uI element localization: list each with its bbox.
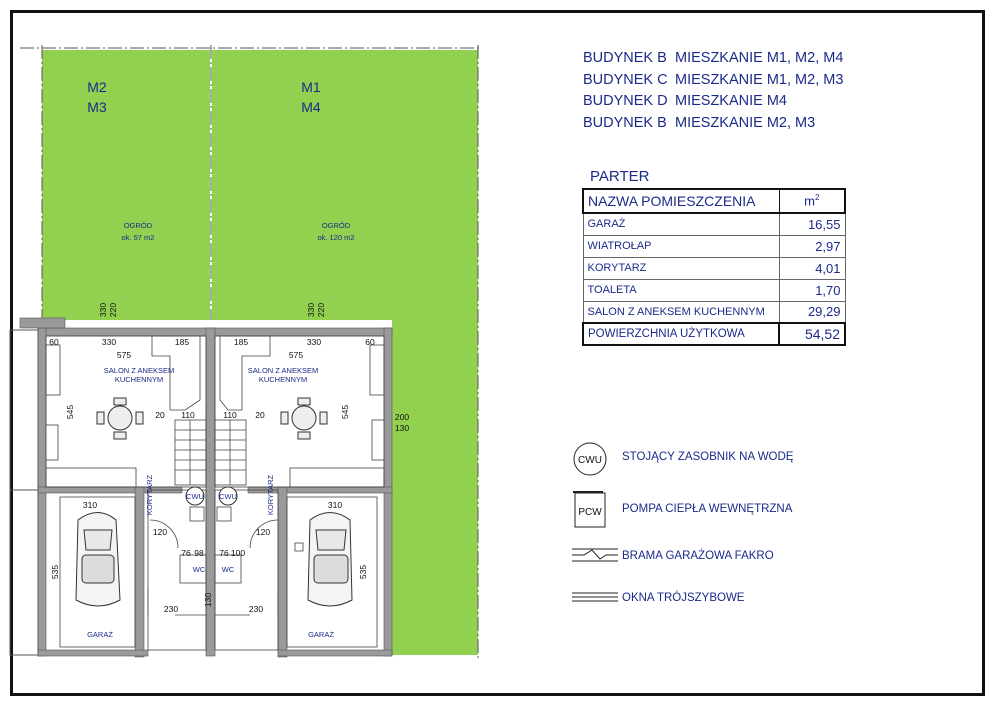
- room-name: SALON Z ANEKSEM KUCHENNYM: [583, 301, 779, 323]
- dim-20-left: 20: [155, 410, 165, 420]
- dim-220-left-vertical: 220: [108, 302, 118, 318]
- wc-left-label: WC: [192, 565, 206, 574]
- legend-text-garage-door: BRAMA GARAŻOWA FAKRO: [622, 550, 774, 562]
- dim-200: 200: [394, 412, 410, 422]
- room-area: 29,29: [779, 301, 845, 323]
- building-name: BUDYNEK D: [583, 93, 668, 109]
- dim-545-left: 545: [65, 404, 75, 420]
- garden-right-label: OGRÓD: [321, 221, 351, 230]
- dim-330-right-vertical: 330: [306, 302, 316, 318]
- dim-575-right: 575: [288, 350, 304, 360]
- dim-60-left: 60: [49, 337, 59, 347]
- garden-area-left: [42, 50, 210, 320]
- room-area: 1,70: [779, 279, 845, 301]
- dim-110-right: 110: [223, 410, 237, 420]
- building-row: [583, 70, 843, 92]
- table-row: [583, 279, 845, 301]
- building-name: BUDYNEK B: [583, 114, 667, 131]
- car-icon-left: [76, 513, 120, 607]
- table-header-row: [583, 189, 845, 213]
- total-label: POWIERZCHNIA UŻYTKOWA: [583, 323, 779, 345]
- table-row: [583, 257, 845, 279]
- garden-right-area: ok. 120 m2: [317, 233, 355, 242]
- dim-185-left: 185: [174, 337, 190, 347]
- building-apartments: MIESZKANIE M2, M3: [675, 114, 816, 131]
- header-unit: [779, 189, 845, 213]
- legend-symbol-pcw: PCW: [578, 507, 602, 518]
- dim-185-right: 185: [233, 337, 249, 347]
- dim-310-left: 310: [82, 500, 98, 510]
- dim-130: 130: [394, 423, 410, 433]
- square-icon: [570, 490, 614, 534]
- corridor-left-label: KORYTARZ: [145, 474, 154, 516]
- garden-left-unit-b: M3: [87, 99, 107, 115]
- legend-text-cwu: STOJĄCY ZASOBNIK NA WODĘ: [622, 451, 794, 463]
- legend-symbol-cwu: CWU: [578, 455, 602, 466]
- dim-76-left: 76: [181, 548, 191, 558]
- car-icon-right: [308, 513, 352, 607]
- garden-left-area: ok. 57 m2: [121, 233, 155, 242]
- header-room-name: NAZWA POMIESZCZENIA: [583, 189, 779, 213]
- garden-right-unit-a: M1: [301, 79, 321, 95]
- building-name: BUDYNEK C: [583, 71, 668, 88]
- dim-330-left: 330: [101, 337, 117, 347]
- cwu-right-label: CWU: [219, 492, 237, 501]
- garden-area-right: [212, 50, 478, 320]
- header-unit-sup: 2: [814, 193, 820, 203]
- salon-left-label-1: SALON Z ANEKSEM: [103, 366, 175, 375]
- legend-text-pcw: POMPA CIEPŁA WEWNĘTRZNA: [622, 503, 793, 515]
- dim-330-right: 330: [306, 337, 322, 347]
- cwu-left-label: CWU: [186, 492, 204, 501]
- legend-text-window: OKNA TRÓJSZYBOWE: [622, 592, 745, 604]
- dining-table-left-icon: [97, 398, 143, 439]
- table-total-row: [583, 323, 845, 345]
- building-apartments: MIESZKANIE M4: [675, 93, 787, 109]
- garden-left-unit-a: M2: [87, 79, 107, 95]
- building-row: [583, 48, 843, 70]
- garage-left-label: GARAŻ: [87, 630, 113, 639]
- dim-535-left: 535: [50, 564, 60, 580]
- room-name: TOALETA: [583, 279, 779, 301]
- building-list: [583, 48, 843, 134]
- room-area: 16,55: [779, 213, 845, 235]
- dim-545-right: 545: [340, 404, 350, 420]
- floor-title: PARTER: [590, 168, 650, 185]
- room-name: WIATROŁAP: [583, 235, 779, 257]
- total-area: 54,52: [779, 323, 845, 345]
- building-name: BUDYNEK B: [583, 50, 667, 66]
- dining-table-right-icon: [281, 398, 327, 439]
- building-row: [583, 113, 843, 135]
- building-row: [583, 91, 843, 113]
- table-row: [583, 301, 845, 323]
- dim-120-left: 120: [152, 527, 168, 537]
- salon-right-label-1: SALON Z ANEKSEM: [247, 366, 319, 375]
- dim-575-left: 575: [116, 350, 132, 360]
- garage-right-label: GARAŻ: [308, 630, 334, 639]
- garden-right-unit-b: M4: [301, 99, 321, 115]
- salon-right-label-2: KUCHENNYM: [258, 375, 308, 384]
- dim-60-right: 60: [365, 337, 375, 347]
- dim-230-left: 230: [163, 604, 179, 614]
- header-unit-base: m: [804, 193, 815, 209]
- garden-strip-right: [392, 320, 478, 655]
- garage-door-icon: [570, 545, 620, 565]
- circle-icon: [570, 438, 614, 482]
- dim-220-right-vertical: 220: [316, 302, 326, 318]
- room-area-table: [582, 188, 846, 346]
- room-name: GARAŻ: [583, 213, 779, 235]
- salon-left-label-2: KUCHENNYM: [114, 375, 164, 384]
- dim-330-left-vertical: 330: [98, 302, 108, 318]
- building-apartments: MIESZKANIE M1, M2, M3: [675, 71, 844, 88]
- dim-230-right: 230: [248, 604, 264, 614]
- dim-110-left: 110: [181, 410, 195, 420]
- building-apartments: MIESZKANIE M1, M2, M4: [675, 50, 844, 66]
- garden-left-label: OGRÓD: [123, 221, 153, 230]
- dim-76-right: 76: [219, 548, 229, 558]
- table-row: [583, 213, 845, 235]
- dim-120-right: 120: [255, 527, 271, 537]
- dim-20-right: 20: [255, 410, 265, 420]
- room-area: 4,01: [779, 257, 845, 279]
- dim-100: 100: [230, 548, 246, 558]
- dim-535-right: 535: [358, 564, 368, 580]
- dim-130-centre: 130: [203, 592, 213, 608]
- room-area: 2,97: [779, 235, 845, 257]
- window-icon: [570, 588, 620, 608]
- room-name: KORYTARZ: [583, 257, 779, 279]
- wc-right-label: WC: [221, 565, 235, 574]
- dim-98: 98: [194, 548, 204, 558]
- dim-310-right: 310: [327, 500, 343, 510]
- table-row: [583, 235, 845, 257]
- corridor-right-label: KORYTARZ: [266, 474, 275, 516]
